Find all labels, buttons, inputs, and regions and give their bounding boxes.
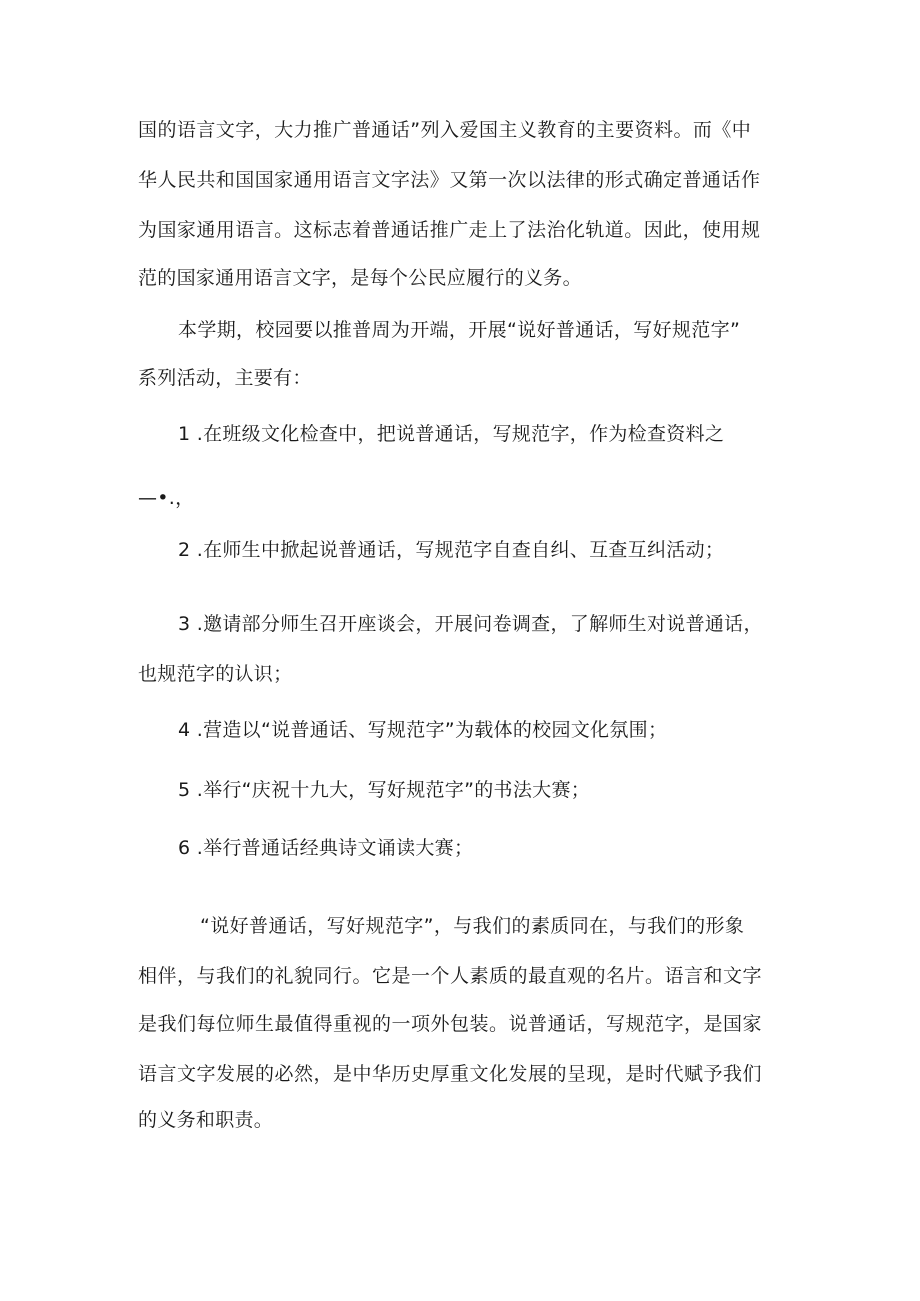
list-item-line: 5 .举行“庆祝十九大，写好规范字”的书法大赛； (178, 779, 591, 801)
list-item-line: 也规范字的认识； (138, 663, 293, 685)
text-line: 范的国家通用语言文字，是每个公民应履行的义务。 (138, 267, 582, 289)
text-line: 为国家通用语言。这标志着普通话推广走上了法治化轨道。因此，使用规 (138, 219, 761, 241)
text-line: 本学期，校园要以推普周为开端，开展“说好普通话，写好规范字” (178, 319, 741, 341)
text-line: 的义务和职责。 (138, 1109, 274, 1131)
text-line: 是我们每位师生最值得重视的一项外包装。说普通话，写规范字，是国家 (138, 1013, 763, 1035)
list-item-line: —•.， (138, 487, 195, 509)
list-item-line: 2 .在师生中掀起说普通话，写规范字自查自纠、互查互纠活动； (178, 539, 725, 561)
list-item-line: 6 .举行普通话经典诗文诵读大赛； (178, 837, 474, 859)
text-line: 华人民共和国国家通用语言文字法》又第一次以法律的形式确定普通话作 (138, 169, 761, 191)
text-line: 语言文字发展的必然，是中华历史厚重文化发展的呈现，是时代赋予我们 (138, 1063, 763, 1085)
text-line: “说好普通话，写好规范字”，与我们的素质同在，与我们的形象 (200, 915, 745, 937)
text-line: 国的语言文字，大力推广普通话”列入爱国主义教育的主要资料。而《中 (138, 119, 752, 141)
list-item-line: 4 .营造以“说普通话、写规范字”为载体的校园文化氛围； (178, 719, 668, 741)
text-line: 相伴，与我们的礼貌同行。它是一个人素质的最直观的名片。语言和文字 (138, 965, 763, 987)
list-item-line: 3 .邀请部分师生召开座谈会，开展问卷调查，了解师生对说普通话， (178, 613, 763, 635)
text-line: 系列活动，主要有： (138, 367, 312, 389)
list-item-line: 1 .在班级文化检查中，把说普通话，写规范字，作为检查资料之 (178, 423, 725, 445)
